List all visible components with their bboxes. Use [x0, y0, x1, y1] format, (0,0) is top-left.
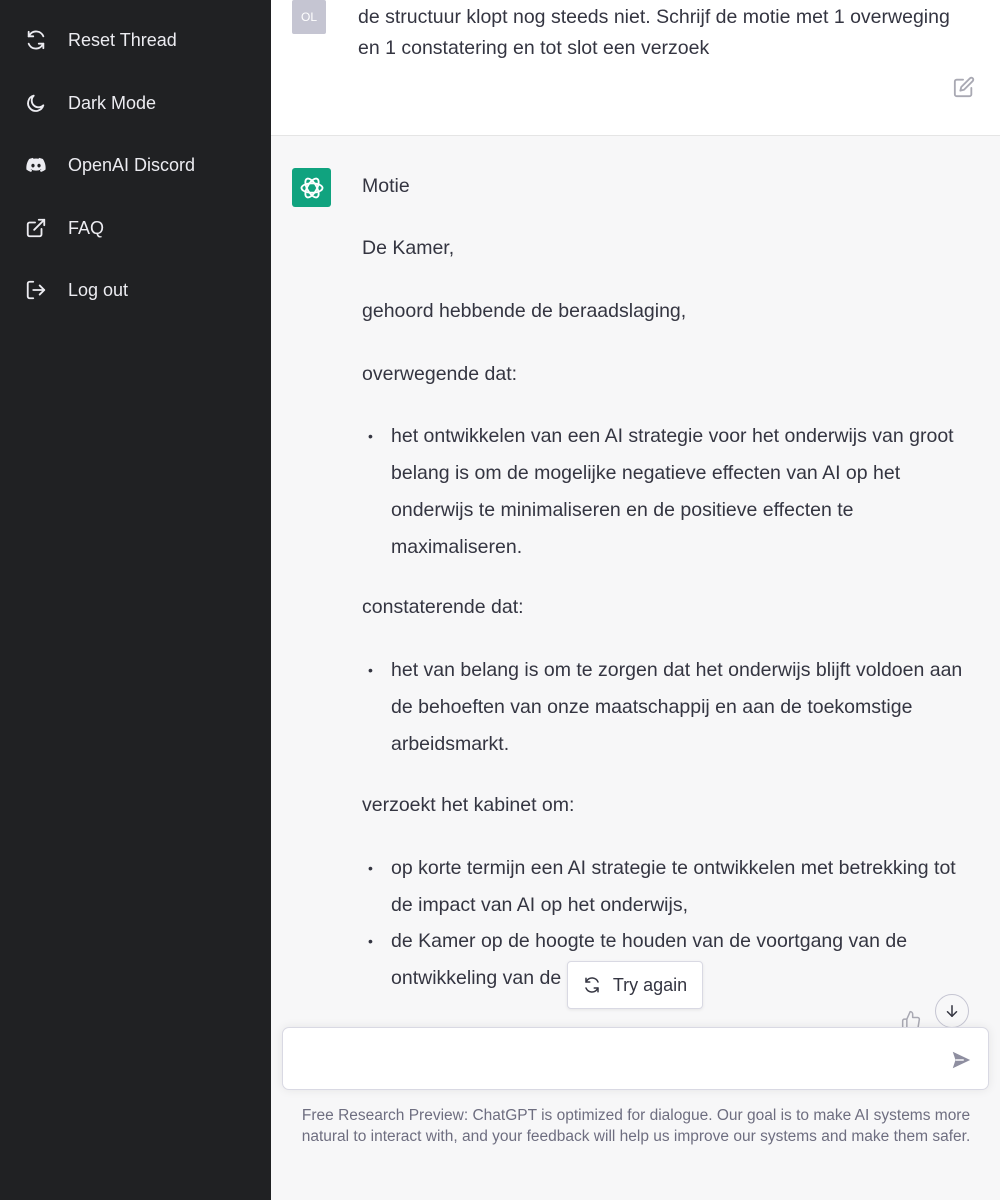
assistant-avatar: [292, 168, 331, 207]
external-link-icon: [24, 216, 48, 240]
sidebar-item-label: Log out: [68, 279, 129, 300]
considering-bullet-text: het ontwikkelen van een AI strategie voor het onderwijs van groot belang is om de mogelijke negatieve effecten van AI op het onderwijs te minimaliseren en de positieve effecten te maximaliseren.: [391, 425, 954, 558]
refresh-icon: [583, 976, 601, 994]
list-item: [362, 652, 982, 764]
bullet-dot: •: [368, 933, 373, 949]
message-input[interactable]: [297, 1046, 937, 1074]
bullet-dot: •: [368, 428, 373, 444]
bullet-dot: •: [368, 662, 373, 678]
sidebar-item-openai-discord[interactable]: [24, 145, 254, 185]
sidebar-item-label: Dark Mode: [68, 92, 157, 113]
list-item: [362, 850, 982, 924]
motion-greeting: De Kamer,: [362, 237, 455, 259]
motion-intro: gehoord hebbende de beraadslaging,: [362, 300, 687, 322]
noting-heading: constaterende dat:: [362, 596, 524, 618]
bullet-dot: •: [368, 860, 373, 876]
request-bullet-text: op korte termijn een AI strategie te ontwikkelen met betrekking tot de impact van AI op het onderwijs,: [391, 857, 956, 916]
sidebar-item-label: OpenAI Discord: [68, 154, 196, 175]
noting-bullet-text: het van belang is om te zorgen dat het onderwijs blijft voldoen aan de behoeften van onze maatschappij en aan de toekomstige arbeidsmarkt.: [391, 659, 963, 755]
refresh-icon: [24, 28, 48, 52]
send-icon: [950, 1049, 972, 1071]
sidebar-item-reset-thread[interactable]: [24, 20, 254, 60]
logout-icon: [24, 278, 48, 302]
try-again-label: Try again: [612, 974, 688, 995]
request-bullet-text: de Kamer op de hoogte te houden van de voortgang van de ontwikkeling van de: [391, 930, 908, 989]
openai-logo-icon: [298, 174, 326, 202]
scroll-to-bottom-button[interactable]: [935, 994, 969, 1028]
considering-heading: overwegende dat:: [362, 363, 518, 385]
user-message: [271, 0, 1000, 136]
sidebar-item-label: FAQ: [68, 217, 105, 238]
edit-icon[interactable]: [953, 76, 977, 100]
try-again-button[interactable]: [567, 961, 703, 1009]
message-composer: [282, 1027, 989, 1090]
sidebar-item-faq[interactable]: [24, 208, 254, 248]
user-message-text: de structuur klopt nog steeds niet. Schrijf de motie met 1 overweging en 1 constatering en tot slot een verzoek: [358, 6, 950, 59]
sidebar-item-log-out[interactable]: [24, 270, 254, 310]
request-heading: verzoekt het kabinet om:: [362, 794, 575, 816]
discord-icon: [24, 153, 48, 177]
moon-icon: [24, 91, 48, 115]
send-button[interactable]: [950, 1049, 972, 1071]
sidebar-item-label: Reset Thread: [68, 29, 177, 50]
sidebar-item-dark-mode[interactable]: [24, 83, 254, 123]
assistant-message: [271, 137, 1000, 1027]
sidebar: [0, 0, 271, 1200]
list-item: [362, 418, 982, 568]
user-avatar: OL: [292, 0, 326, 34]
motion-title: Motie: [362, 175, 410, 197]
footer-disclaimer: Free Research Preview: ChatGPT is optimized for dialogue. Our goal is to make AI systems more natural to interact with, and your feedback will help us improve our systems and make them safer.: [301, 1107, 971, 1145]
arrow-down-icon: [943, 1002, 961, 1020]
conversation-panel: [271, 0, 1000, 1200]
